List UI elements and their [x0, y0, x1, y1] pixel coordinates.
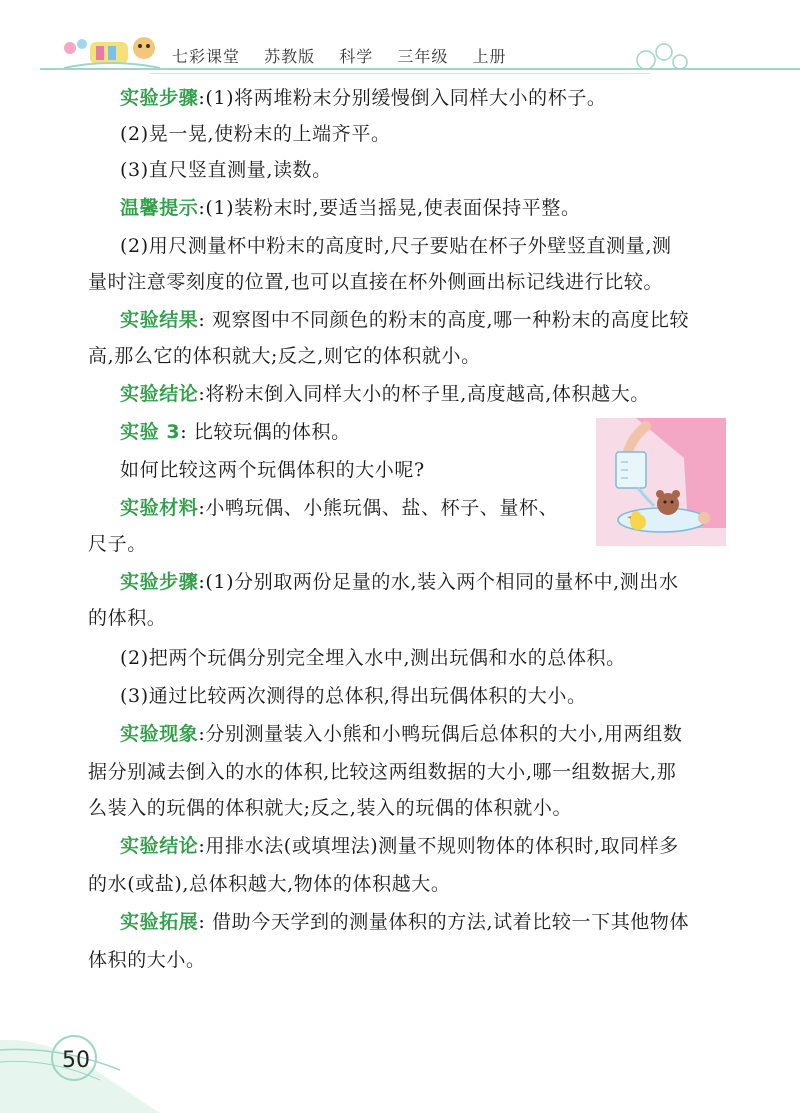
- header-subject: 科学: [339, 47, 374, 66]
- paragraph-line: 高,那么它的体积就大;反之,则它的体积就小。: [88, 345, 481, 367]
- paragraph-line: (2)用尺测量杯中粉末的高度时,尺子要贴在杯子外壁竖直测量,测: [120, 235, 672, 257]
- paragraph-line: 体积的大小。: [88, 949, 206, 971]
- footer-decoration: [0, 1010, 800, 1113]
- header-divider-secondary: [150, 73, 650, 74]
- header-divider: [40, 68, 800, 70]
- paragraph-line: (2)晃一晃,使粉末的上端齐平。: [120, 123, 391, 145]
- paragraph-line: 实验拓展: 借助今天学到的测量体积的方法,试着比较一下其他物体: [120, 911, 690, 933]
- paragraph-line: 实验步骤:(1)分别取两份足量的水,装入两个相同的量杯中,测出水: [120, 571, 679, 593]
- header-edition: 苏教版: [264, 47, 316, 66]
- paragraph-line: 实验结论:将粉末倒入同样大小的杯子里,高度越高,体积越大。: [120, 383, 650, 405]
- paragraph-line: 尺子。: [88, 533, 147, 555]
- paragraph-line: 么装入的玩偶的体积就大;反之,装入的玩偶的体积就小。: [88, 797, 573, 819]
- header-series: 七彩课堂: [172, 47, 241, 66]
- paragraph-line: 的水(或盐),总体积越大,物体的体积越大。: [88, 873, 451, 895]
- paragraph-line: 实验步骤:(1)将两堆粉末分别缓慢倒入同样大小的杯子。: [120, 87, 607, 109]
- page-header: [0, 0, 800, 80]
- paragraph-line: 实验结论:用排水法(或填埋法)测量不规则物体的体积时,取同样多: [120, 835, 679, 857]
- page-number: 50: [62, 1048, 90, 1073]
- paragraph-line: 量时注意零刻度的位置,也可以直接在杯外侧画出标记线进行比较。: [88, 271, 664, 293]
- header-title: [172, 44, 524, 67]
- paragraph-line: 据分别减去倒入的水的体积,比较这两组数据的大小,哪一组数据大,那: [88, 761, 677, 783]
- paragraph-line: 温馨提示:(1)装粉末时,要适当摇晃,使表面保持平整。: [120, 197, 581, 219]
- paragraph-line: (3)直尺竖直测量,读数。: [120, 159, 332, 181]
- paragraph-line: (3)通过比较两次测得的总体积,得出玩偶体积的大小。: [120, 685, 587, 707]
- paragraph-line: 如何比较这两个玩偶体积的大小呢?: [120, 459, 425, 481]
- header-volume: 上册: [472, 47, 507, 66]
- paragraph-line: 实验结果: 观察图中不同颜色的粉末的高度,哪一种粉末的高度比较: [120, 309, 690, 331]
- paragraph-line: (2)把两个玩偶分别完全埋入水中,测出玩偶和水的总体积。: [120, 647, 626, 669]
- experiment-illustration: [576, 418, 726, 546]
- header-grade: 三年级: [397, 47, 449, 66]
- paragraph-line: 实验现象:分别测量装入小熊和小鸭玩偶后总体积的大小,用两组数: [120, 723, 683, 745]
- paragraph-line: 实验材料:小鸭玩偶、小熊玩偶、盐、杯子、量杯、: [120, 497, 559, 519]
- paragraph-line: 实验 3: 比较玩偶的体积。: [120, 421, 351, 443]
- series-logo-icon: [60, 28, 164, 72]
- paragraph-line: 的体积。: [88, 607, 167, 629]
